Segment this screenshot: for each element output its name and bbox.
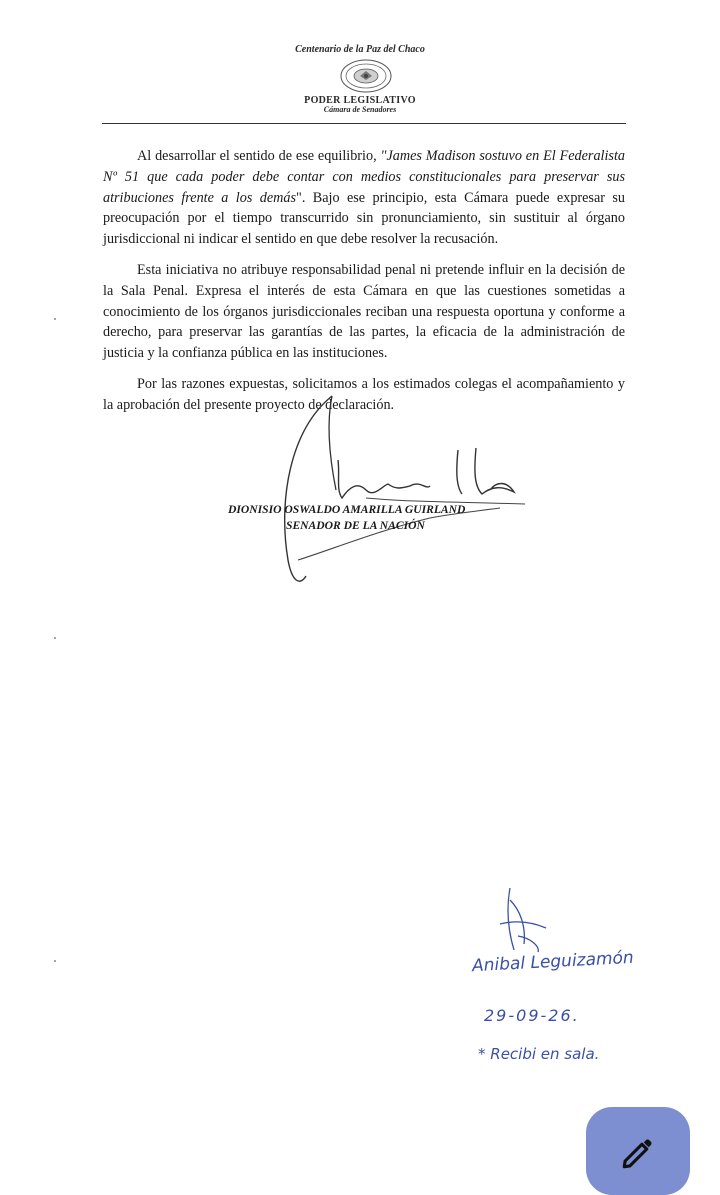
receipt-date: 29-09-26. — [484, 1006, 580, 1025]
paragraph-1-rest: ". Bajo ese principio, esta Cámara puede expresar su preocupación por el tiempo transcurrido sin pronunciamiento, sin sustituir al órgano jurisdiccional ni indicar el sentido en que debe resolver la recusación. — [103, 189, 625, 248]
scan-speck — [54, 960, 56, 962]
centenario-heading: Centenario de la Paz del Chaco — [295, 44, 425, 55]
paragraph-1-intro: Al desarrollar el sentido de ese equilibrio, — [137, 148, 381, 164]
signatory-name: DIONISIO OSWALDO AMARILLA GUIRLAND — [228, 503, 466, 516]
national-seal-icon — [338, 58, 394, 94]
paragraph-3: Por las razones expuestas, solicitamos a los estimados colegas el acompañamiento y la aprobación del presente proyecto de declaración. — [103, 375, 625, 413]
receipt-note: * Recibi en sala. — [478, 1045, 600, 1063]
scan-speck — [54, 318, 56, 320]
scan-speck — [54, 637, 56, 639]
madison-quote: "James Madison sostuvo en El Federalista Nº 51 que cada poder debe contar con medios constitucionales para preservar sus atribuciones frente a los demás — [103, 148, 625, 206]
paragraph-2: Esta iniciativa no atribuye responsabilidad penal ni pretende influir en la decisión de la Sala Penal. Expresa el interés de esta Cámara en que las cuestiones sometidas a conocimiento de los órganos jurisdiccionales reciban una respuesta oportuna y conforme a derecho, para preservar las garantías de las partes, la eficacia de la administración de justicia y la confianza pública en las instituciones. — [103, 261, 625, 362]
paragraph-1 — [103, 146, 625, 250]
receiver-name: Anibal Leguizamón — [471, 947, 635, 977]
handwritten-signature — [270, 390, 550, 590]
document-body — [103, 146, 625, 426]
header-divider — [102, 123, 626, 124]
camara-label: Cámara de Senadores — [323, 105, 397, 114]
edit-button[interactable] — [586, 1107, 690, 1195]
pencil-icon — [620, 1137, 654, 1171]
signatory-title: SENADOR DE LA NACIÓN — [286, 519, 425, 532]
poder-legislativo-label: PODER LEGISLATIVO — [304, 95, 416, 106]
